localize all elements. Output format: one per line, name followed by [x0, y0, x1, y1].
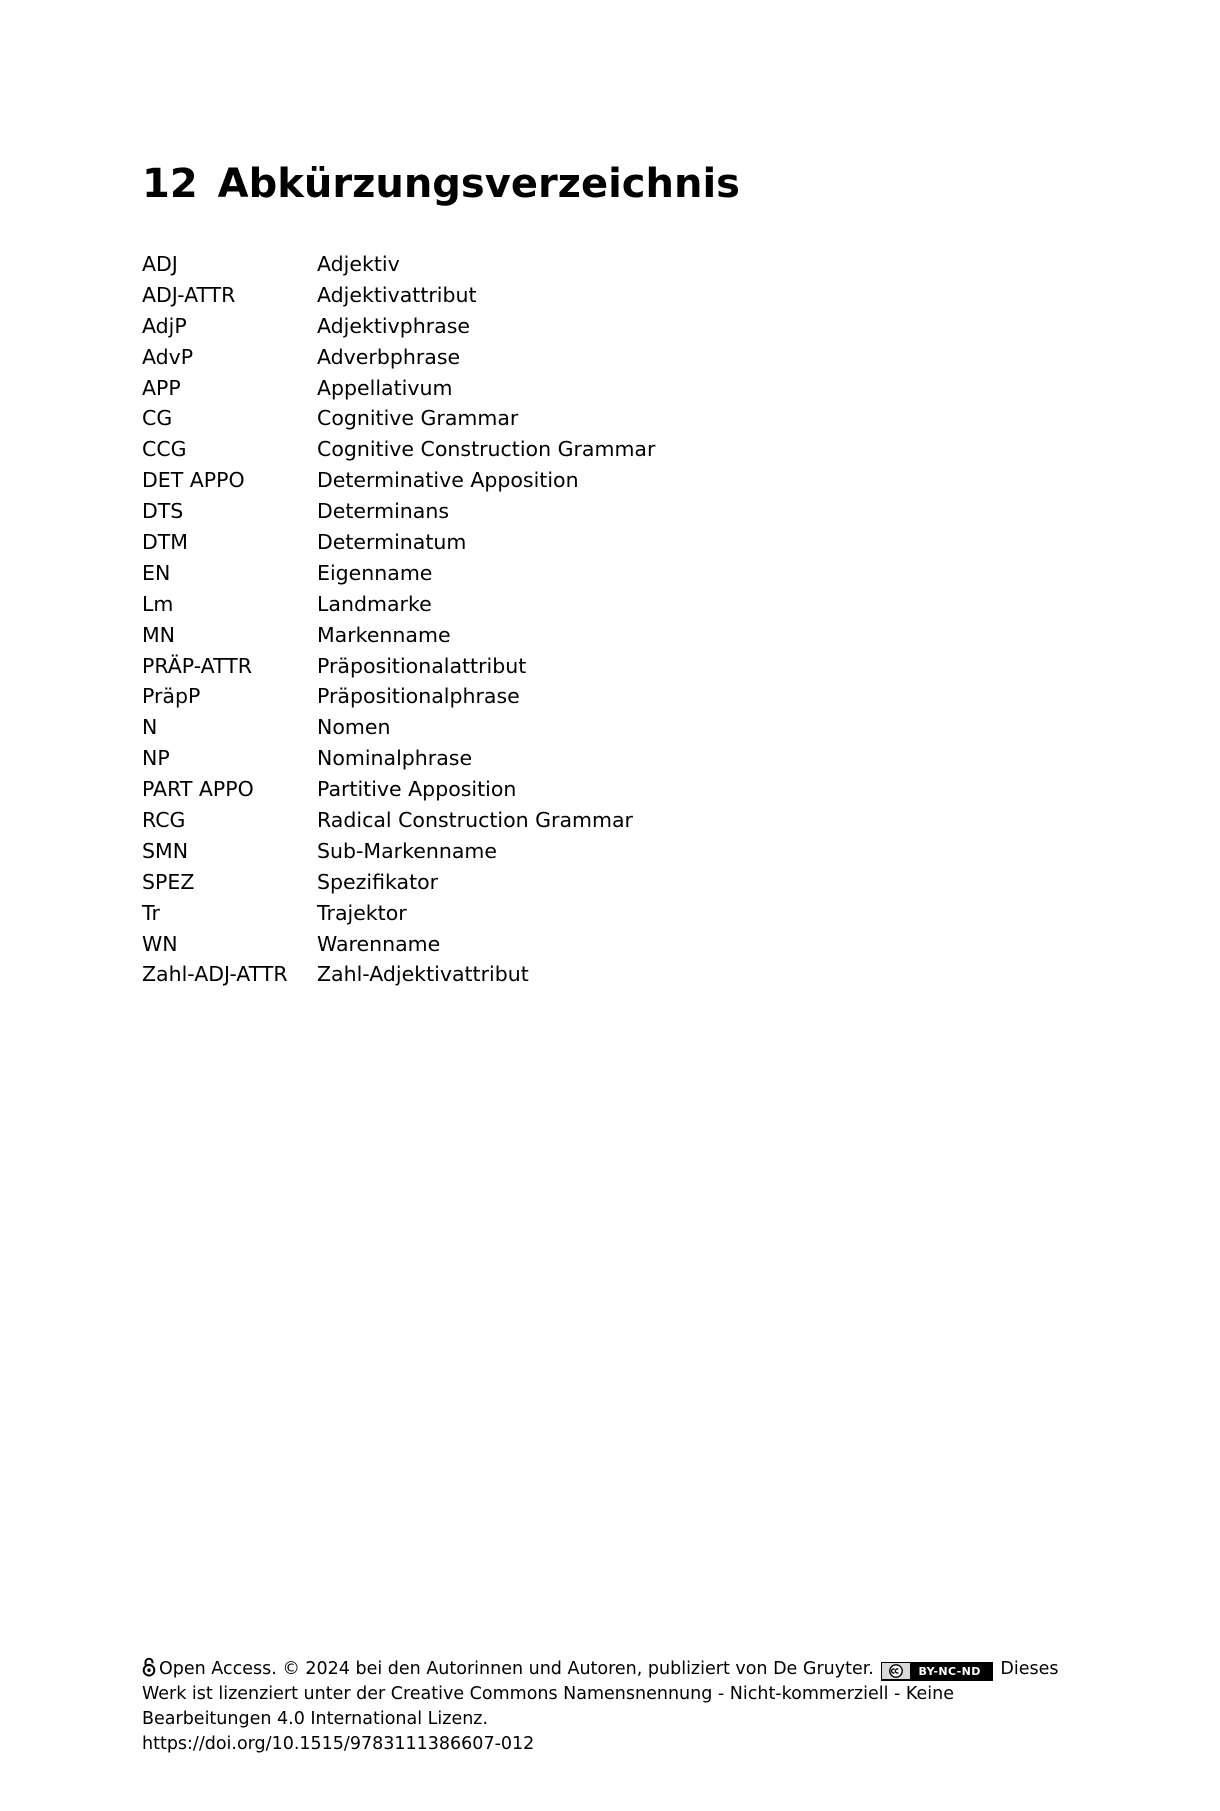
- abbreviation-definition: Sub-Markenname: [317, 838, 497, 863]
- abbreviation-term: CG: [142, 406, 173, 431]
- abbreviation-row: [142, 465, 655, 496]
- abbreviation-row: [142, 496, 655, 527]
- abbreviation-row: [142, 959, 655, 990]
- abbreviation-definition: Eigenname: [317, 560, 433, 585]
- abbreviation-term: N: [142, 715, 158, 740]
- chapter-heading: [142, 158, 740, 210]
- abbreviation-row: [142, 620, 655, 651]
- abbreviation-definition: Präpositionalattribut: [317, 653, 527, 678]
- abbreviation-term: DTS: [142, 499, 184, 524]
- abbreviation-term: SMN: [142, 838, 189, 863]
- cc-license-badge[interactable]: [881, 1662, 992, 1681]
- abbreviation-row: [142, 373, 655, 404]
- abbreviation-row: [142, 743, 655, 774]
- abbreviation-row: [142, 867, 655, 898]
- abbreviation-definition: Adjektivattribut: [317, 282, 477, 307]
- license-suffix: Dieses Werk ist lizenziert unter der Creative Commons Namensnennung - Nicht-kommerziell - Keine Bearbeitungen 4.0 International Lizenz.: [142, 1659, 1059, 1729]
- abbreviation-row: [142, 249, 655, 280]
- open-access-lock-icon: [142, 1657, 156, 1677]
- abbreviation-row: [142, 589, 655, 620]
- abbreviation-term: ADJ-ATTR: [142, 282, 236, 307]
- abbreviation-term: PRÄP-ATTR: [142, 653, 253, 678]
- abbreviation-definition: Determinative Apposition: [317, 468, 579, 493]
- abbreviation-row: [142, 280, 655, 311]
- abbreviation-definition: Nomen: [317, 715, 391, 740]
- abbreviation-term: PART APPO: [142, 777, 254, 802]
- abbreviation-term: Tr: [142, 900, 160, 925]
- abbreviation-term: ADJ: [142, 252, 178, 276]
- abbreviation-term: Lm: [142, 591, 174, 616]
- abbreviation-row: [142, 929, 655, 960]
- abbreviation-row: [142, 712, 655, 743]
- abbreviation-definition: Landmarke: [317, 591, 432, 616]
- abbreviation-definition: Determinatum: [317, 530, 467, 555]
- abbreviation-row: [142, 898, 655, 929]
- abbreviation-row: [142, 434, 655, 465]
- abbreviation-term: AdvP: [142, 344, 194, 369]
- abbreviation-definition: Warenname: [317, 931, 441, 956]
- abbreviation-term: WN: [142, 931, 178, 956]
- abbreviation-term: Zahl-ADJ-ATTR: [142, 962, 288, 987]
- abbreviation-row: [142, 311, 655, 342]
- abbreviation-term: PräpP: [142, 684, 201, 709]
- abbreviation-definition: Adjektiv: [317, 252, 400, 276]
- abbreviation-term: NP: [142, 746, 170, 771]
- abbreviation-definition: Radical Construction Grammar: [317, 808, 633, 833]
- license-footer: [142, 1657, 1082, 1757]
- abbreviation-definition: Cognitive Grammar: [317, 406, 519, 431]
- abbreviation-definition: Adjektivphrase: [317, 313, 471, 338]
- chapter-title: Abkürzungsverzeichnis: [217, 161, 740, 207]
- abbreviation-term: SPEZ: [142, 869, 195, 894]
- abbreviation-definition: Partitive Apposition: [317, 777, 517, 802]
- abbreviation-row: [142, 651, 655, 682]
- abbreviation-term: CCG: [142, 437, 187, 462]
- abbreviation-row: [142, 527, 655, 558]
- abbreviation-definition: Cognitive Construction Grammar: [317, 437, 656, 462]
- abbreviation-definition: Markenname: [317, 622, 451, 647]
- abbreviation-term: DET APPO: [142, 468, 245, 493]
- abbreviation-definition: Nominalphrase: [317, 746, 473, 771]
- license-notice: [142, 1657, 1082, 1732]
- abbreviation-list: [142, 249, 655, 990]
- cc-license-badge-label: BY-NC-ND: [918, 1664, 981, 1678]
- abbreviation-definition: Appellativum: [317, 375, 453, 400]
- abbreviation-definition: Spezifikator: [317, 869, 439, 894]
- abbreviation-row: [142, 558, 655, 589]
- license-prefix: Open Access. © 2024 bei den Autorinnen und Autoren, publiziert von De Gruyter.: [159, 1659, 874, 1679]
- abbreviation-term: DTM: [142, 530, 188, 555]
- abbreviation-definition: Determinans: [317, 499, 450, 524]
- cc-icon: [882, 1663, 910, 1679]
- abbreviation-term: AdjP: [142, 313, 187, 338]
- abbreviation-term: RCG: [142, 808, 186, 833]
- abbreviation-row: [142, 342, 655, 373]
- abbreviation-term: EN: [142, 560, 171, 585]
- abbreviation-definition: Präpositionalphrase: [317, 684, 520, 709]
- abbreviation-row: [142, 805, 655, 836]
- abbreviation-definition: Zahl-Adjektivattribut: [317, 962, 529, 987]
- abbreviation-row: [142, 836, 655, 867]
- abbreviation-term: APP: [142, 375, 181, 400]
- abbreviation-definition: Trajektor: [317, 900, 407, 925]
- abbreviation-row: [142, 681, 655, 712]
- abbreviation-term: MN: [142, 622, 176, 647]
- abbreviation-definition: Adverbphrase: [317, 344, 461, 369]
- abbreviation-row: [142, 403, 655, 434]
- doi-link[interactable]: https://doi.org/10.1515/9783111386607-012: [142, 1734, 535, 1754]
- abbreviation-row: [142, 774, 655, 805]
- chapter-number: 12: [142, 161, 198, 207]
